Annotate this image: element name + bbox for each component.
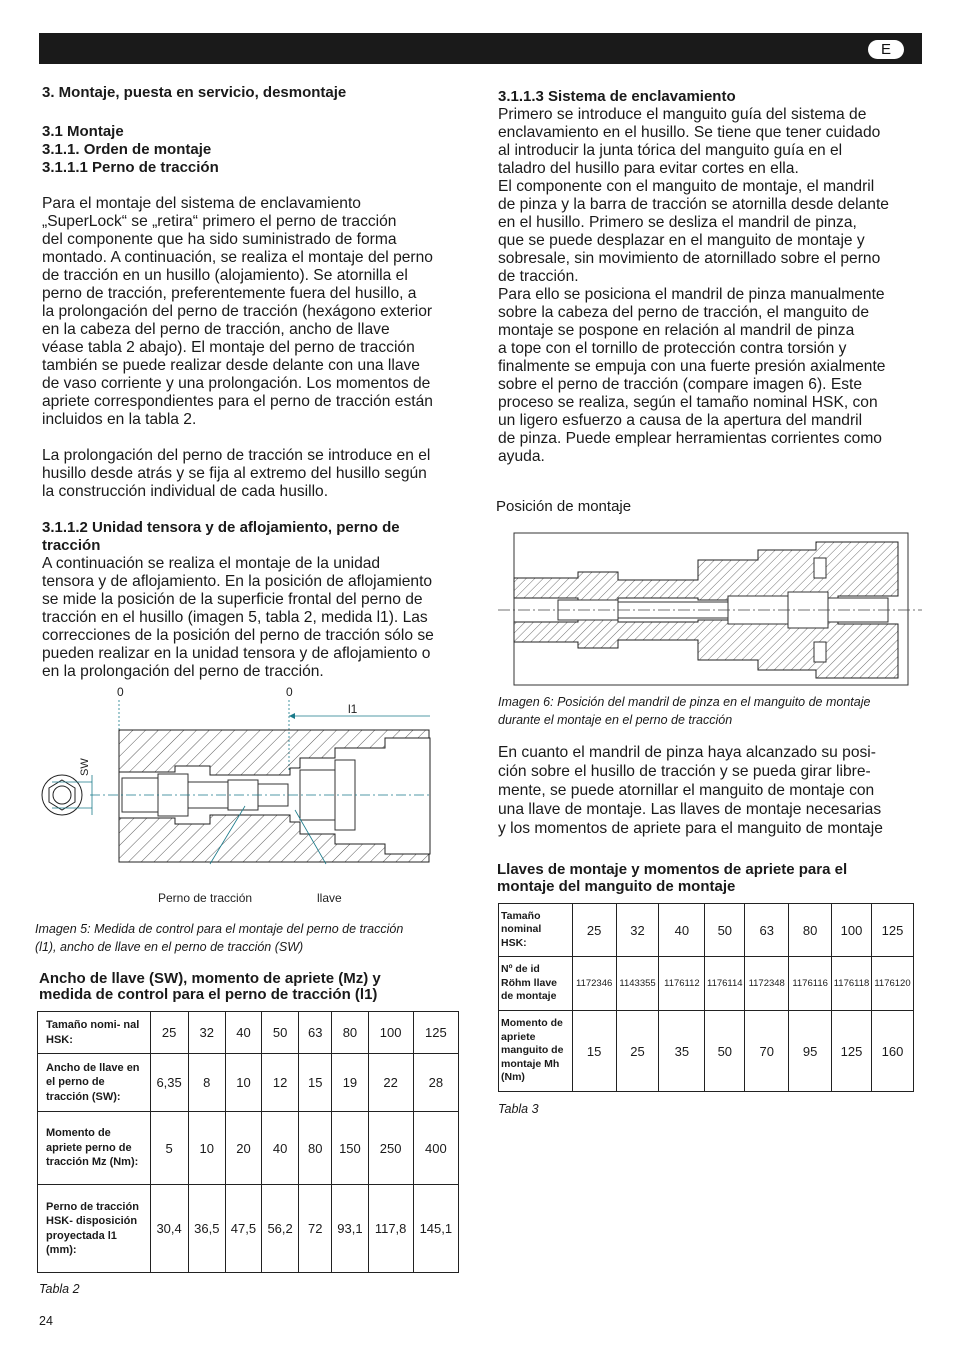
heading-unidad: 3.1.1.2 Unidad tensora y de aflojamiento, perno de tracción (42, 519, 400, 554)
right-paragraph-1: Primero se introduce el manguito guía del sistema de enclavamiento en el husillo. Se tiene que tener cuidado al introducir la junta tórica del manguito guía en el taladro del husillo para evitar cortes en ella. El componente con el manguito de montaje, el mandril de pinza y la barra de tracción se atornilla desde delante en el husillo. Primero se desliza el mandril de pinza, que se puede desplazar en el manguito de montaje y sobresale, sin movimiento de atornillado sobre el perno de tracción. Para ello se posiciona el mandril de pinza manualmente sobre la cabeza del perno de tracción, el manguito de montaje se pospone en relación al mandril de pinza a tope con el tornillo de protección contra torsión y finalmente se empuja con una fuerte presión axialmente sobre el perno de tracción (compare imagen 6). Este proceso se realiza, según el tamaño nominal HSK, con un ligero esfuerzo a causa de la apertura del mandril de pinza. Puede emplear herramientas corrientes como ayuda. (498, 106, 889, 465)
pull-stud-label: Perno de tracción (158, 891, 253, 905)
page-number: 24 (39, 1314, 53, 1328)
table-2 (37, 1011, 459, 1273)
zero-label-b: 0 (286, 685, 293, 699)
left-column (42, 84, 472, 681)
language-badge: E (868, 40, 904, 59)
figure-6-caption: Imagen 6: Posición del mandril de pinza en el manguito de montaje durante el montaje en el perno de tracción (498, 695, 871, 727)
right-column (498, 88, 928, 466)
figure-6-drawing (498, 530, 922, 690)
heading-perno: 3.1.1.1 Perno de tracción (42, 159, 219, 176)
table-row: Tamaño nomi- nal HSK: 25 32 40 50 63 80 100 125 (38, 1012, 459, 1054)
heading-montaje: 3.1 Montaje (42, 123, 124, 140)
paragraph-1: Para el montaje del sistema de enclavamiento „SuperLock“ se „retira“ primero el perno de tracción del componente que ha sido suministrado de forma montado. A continuación, se realiza el montaje del perno de tracción en un husillo (alojamiento). Se atornilla el perno de tracción, preferentemente fuera del husillo, a la prolongación del perno de tracción (hexágono exterior en la cabeza del perno de tracción, ancho de llave véase tabla 2 abajo). El montaje del perno de tracción también se puede realizar desde delante con una llave de vaso corriente y una prolongación. Los momentos de apriete correspondientes para el perno de tracción están incluidos en la tabla 2. (42, 195, 433, 428)
key-label: llave (317, 891, 342, 905)
table-row: Nº de id Röhm llave de montaje 1172346 1143355 1176112 1176114 1172348 1176116 1176118 1176120 (499, 957, 914, 1011)
sw-label: SW (79, 758, 91, 776)
table-row: Tamaño nominal HSK: 25 32 40 50 63 80 100 125 (499, 904, 914, 957)
table-row: Perno de tracción HSK- disposición proyectada l1 (mm): 30,4 36,5 47,5 56,2 72 93,1 117,8 145,1 (38, 1185, 459, 1273)
heading-enclavamiento: 3.1.1.3 Sistema de enclavamiento (498, 88, 736, 105)
table-3-caption: Tabla 3 (498, 1102, 539, 1116)
table-2-caption: Tabla 2 (39, 1282, 80, 1296)
figure-5-caption: Imagen 5: Medida de control para el montaje del perno de tracción (l1), ancho de llave en el perno de tracción (SW) (35, 922, 404, 954)
right-paragraph-2: En cuanto el mandril de pinza haya alcanzado su posi- ción sobre el husillo de tracción y se pueda girar libre- mente, se puede atornillar el manguito de montaje con una llave de montaje. Las llaves de montaje necesarias y los momentos de apriete para el manguito de montaje (498, 744, 883, 837)
paragraph-3: A continuación se realiza el montaje de la unidad tensora y de aflojamiento. En la posición de aflojamiento se mide la posición de la superficie frontal del perno de tracción en el husillo (imagen 5, tabla 2, medida l1). Las correcciones de la posición del perno de tracción sólo se pueden realizar en la unidad tensora y de aflojamiento o en la prolongación del perno de tracción. (42, 555, 434, 680)
section-title: 3. Montaje, puesta en servicio, desmontaje (42, 84, 347, 101)
table-row: Ancho de llave en el perno de tracción (SW): 6,35 8 10 12 15 19 22 28 (38, 1054, 459, 1112)
heading-orden: 3.1.1. Orden de montaje (42, 141, 212, 158)
figure-5-drawing (30, 680, 450, 910)
table-3 (498, 903, 914, 1092)
figure-6-title: Posición de montaje (496, 498, 632, 515)
header-bar (39, 33, 922, 64)
l1-label: l1 (348, 702, 358, 716)
table-2-title: Ancho de llave (SW), momento de apriete (Mz) y medida de control para el perno de tracción (l1) (39, 970, 381, 1003)
table-3-title: Llaves de montaje y momentos de apriete para el montaje del manguito de montaje (497, 861, 848, 895)
paragraph-2: La prolongación del perno de tracción se introduce en el husillo desde atrás y se fija al extremo del husillo según la construcción individual de cada husillo. (42, 447, 431, 500)
table-row: Momento de apriete manguito de montaje Mh (Nm) 15 25 35 50 70 95 125 160 (499, 1011, 914, 1092)
zero-label-a: 0 (117, 685, 124, 699)
table-row: Momento de apriete perno de tracción Mz (Nm): 5 10 20 40 80 150 250 400 (38, 1112, 459, 1185)
